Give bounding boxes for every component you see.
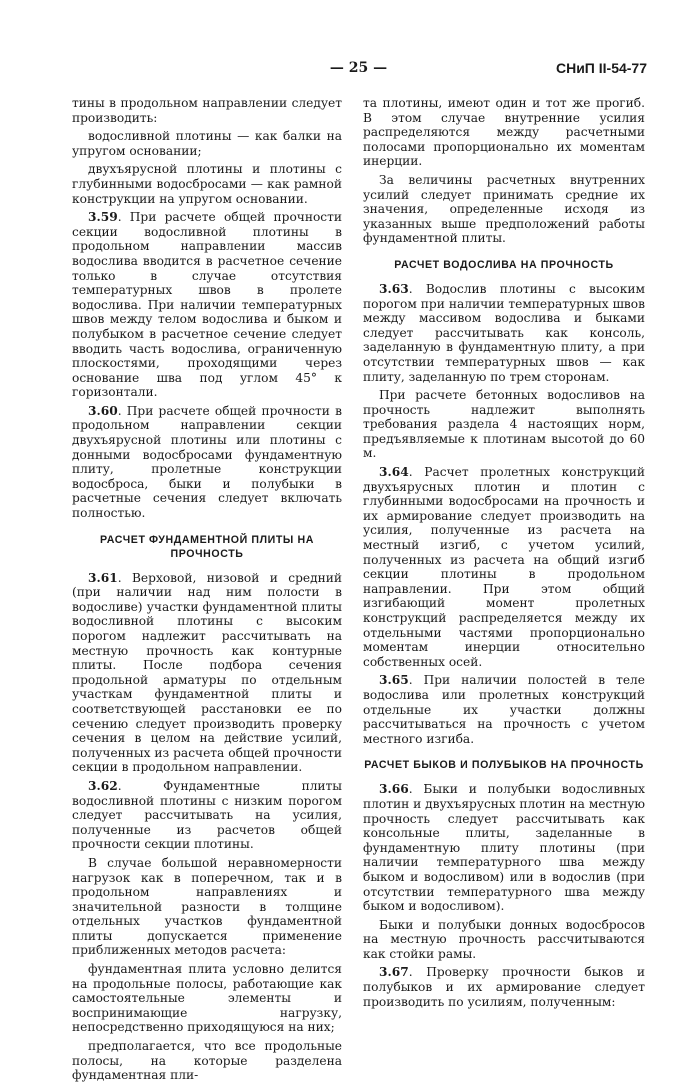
paragraph xyxy=(363,173,645,246)
paragraph-text: . Быки и полубыки водосливных плотин и двухъярусных плотин на местную прочность следует рассчитывать как консольные плиты, заделанные в фундаментную плиту плотины (при наличии температурного шва между быком и водосливом) или в водослив (при отсутствии температурного шва между быком и водосливом). xyxy=(363,782,645,914)
paragraph xyxy=(72,962,342,1035)
paragraph-text: . Фундаментные плиты водосливной плотины с низким порогом следует рассчитывать на усилия, полученные из расчетов общей прочности секции плотины. xyxy=(72,778,342,852)
paragraph xyxy=(72,129,342,158)
section-heading: РАСЧЕТ ВОДОСЛИВА НА ПРОЧНОСТЬ xyxy=(394,258,614,271)
paragraph-text: В случае большой неравномерности нагрузок как в поперечном, так и в продольном направлениях и значительной разности в толщине отдельных участков фундаментной плиты допускается применение приближенных методов расчета: xyxy=(72,855,342,958)
paragraph-text: тины в продольном направлении следует производить: xyxy=(72,96,342,125)
page-header xyxy=(70,60,647,82)
paragraph-text: двухъярусной плотины и плотины с глубинными водосбросами — как рамной конструкции на упругом основании. xyxy=(72,162,342,206)
paragraph-text: водосливной плотины — как балки на упругом основании; xyxy=(72,129,342,158)
paragraph xyxy=(363,965,645,1009)
clause-number: 3.59 xyxy=(88,210,118,225)
paragraph xyxy=(72,1039,342,1083)
paragraph-text: . Проверку прочности быков и полубыков и их армирование следует производить по усилиям, полученным: xyxy=(363,965,645,1009)
clause-number: 3.65 xyxy=(379,673,409,688)
paragraph-text: . При наличии полостей в теле водослива или пролетных конструкций отдельные их участки должны рассчитываться на прочность с учетом местного изгиба. xyxy=(363,673,645,746)
document-code: СНиП II-54-77 xyxy=(555,60,647,76)
clause-number: 3.64 xyxy=(379,465,409,480)
right-text-column xyxy=(363,96,645,1013)
paragraph xyxy=(72,210,342,400)
paragraph-text: фундаментная плита условно делится на продольные полосы, работающие как самостоятельные элементы и воспринимающие нагрузку, непосредственно приходящуюся на них; xyxy=(72,962,342,1035)
paragraph xyxy=(363,465,645,669)
paragraph xyxy=(363,96,645,169)
clause-number: 3.60 xyxy=(88,403,118,418)
paragraph xyxy=(363,673,645,746)
paragraph xyxy=(72,162,342,206)
clause-number: 3.67 xyxy=(379,965,409,980)
clause-number: 3.66 xyxy=(379,782,409,797)
paragraph xyxy=(363,282,645,384)
paragraph-text: За величины расчетных внутренних усилий следует принимать средние их значения, определенные исходя из указанных выше предположений работы фундаментной плиты. xyxy=(363,172,645,246)
paragraph-text: . При расчете общей прочности в продольном направлении секции двухъярусной плотины или плотины с донными водосбросами фундаментную плиту, пролетные конструкции водосброса, быки и полубыки в расчетные сечения следует включать полностью. xyxy=(72,403,342,521)
clause-number: 3.61 xyxy=(88,570,118,585)
section-heading: РАСЧЕТ ФУНДАМЕНТНОЙ ПЛИТЫ НА ПРОЧНОСТЬ xyxy=(100,533,314,560)
paragraph-text: Быки и полубыки донных водосбросов на местную прочность рассчитываются как стойки рамы. xyxy=(363,917,645,961)
page-number: — 25 — xyxy=(329,60,388,76)
section-heading: РАСЧЕТ БЫКОВ И ПОЛУБЫКОВ НА ПРОЧНОСТЬ xyxy=(364,759,644,772)
paragraph-text: та плотины, имеют один и тот же прогиб. В этом случае внутренние усилия распределяются между расчетными полосами пропорционально их моментам инерции. xyxy=(363,96,645,169)
clause-number: 3.62 xyxy=(88,778,118,793)
paragraph xyxy=(363,782,645,913)
paragraph xyxy=(363,388,645,461)
clause-number: 3.63 xyxy=(379,281,409,296)
paragraph-text: . Водослив плотины с высоким порогом при наличии температурных швов между массивом водослива и быками следует рассчитывать как консоль, заделанную в фундаментную плиту, а при отсутствии температурных швов — как плиту, заделанную по трем сторонам. xyxy=(363,281,645,384)
paragraph xyxy=(72,96,342,125)
paragraph-text: . При расчете общей прочности секции водосливной плотины в продольном направлении массив водослива вводится в расчетное сечение только в случае отсутствия температурных швов в пролете водослива. При наличии температурных швов между телом водослива и быком и полубыком в расчетное сечение следует вводить часть водослива, ограниченную плоскостями, проходящими через основание шва под углом 45° к горизонтали. xyxy=(72,210,342,400)
paragraph-text: . Верховой, низовой и средний (при наличии над ним полости в водосливе) участки фундаментной плиты водосливной плотины с высоким порогом надлежит рассчитывать на местную прочность как контурные плиты. После подбора сечения продольной арматуры по отдельным участкам фундаментной плиты и соответствующей расстановки ее по сечению следует производить проверку сечения в целом на действие усилий, полученных из расчета общей прочности секции в продольном направлении. xyxy=(72,570,342,775)
paragraph xyxy=(72,404,342,521)
paragraph-text: . Расчет пролетных конструкций двухъярусных плотин и плотин с глубинными водосбросами на прочность и их армирование следует производить на усилия, полученные из расчета на местный изгиб, с учетом усилий, полученных из расчета на общий изгиб секции плотины в продольном направлении. При этом общий изгибающий момент пролетных конструкций распределяется между их отдельными частями пропорционально моментам инерции относительно собственных осей. xyxy=(363,465,645,669)
paragraph xyxy=(363,918,645,962)
paragraph xyxy=(72,856,342,958)
paragraph-text: При расчете бетонных водосливов на прочность надлежит выполнять требования раздела 4 настоящих норм, предъявляемые к плотинам высотой до 60 м. xyxy=(363,388,645,461)
paragraph xyxy=(72,571,342,775)
paragraph-text: предполагается, что все продольные полосы, на которые разделена фундаментная пли- xyxy=(72,1039,342,1083)
left-text-column xyxy=(72,96,342,1087)
paragraph xyxy=(72,779,342,852)
